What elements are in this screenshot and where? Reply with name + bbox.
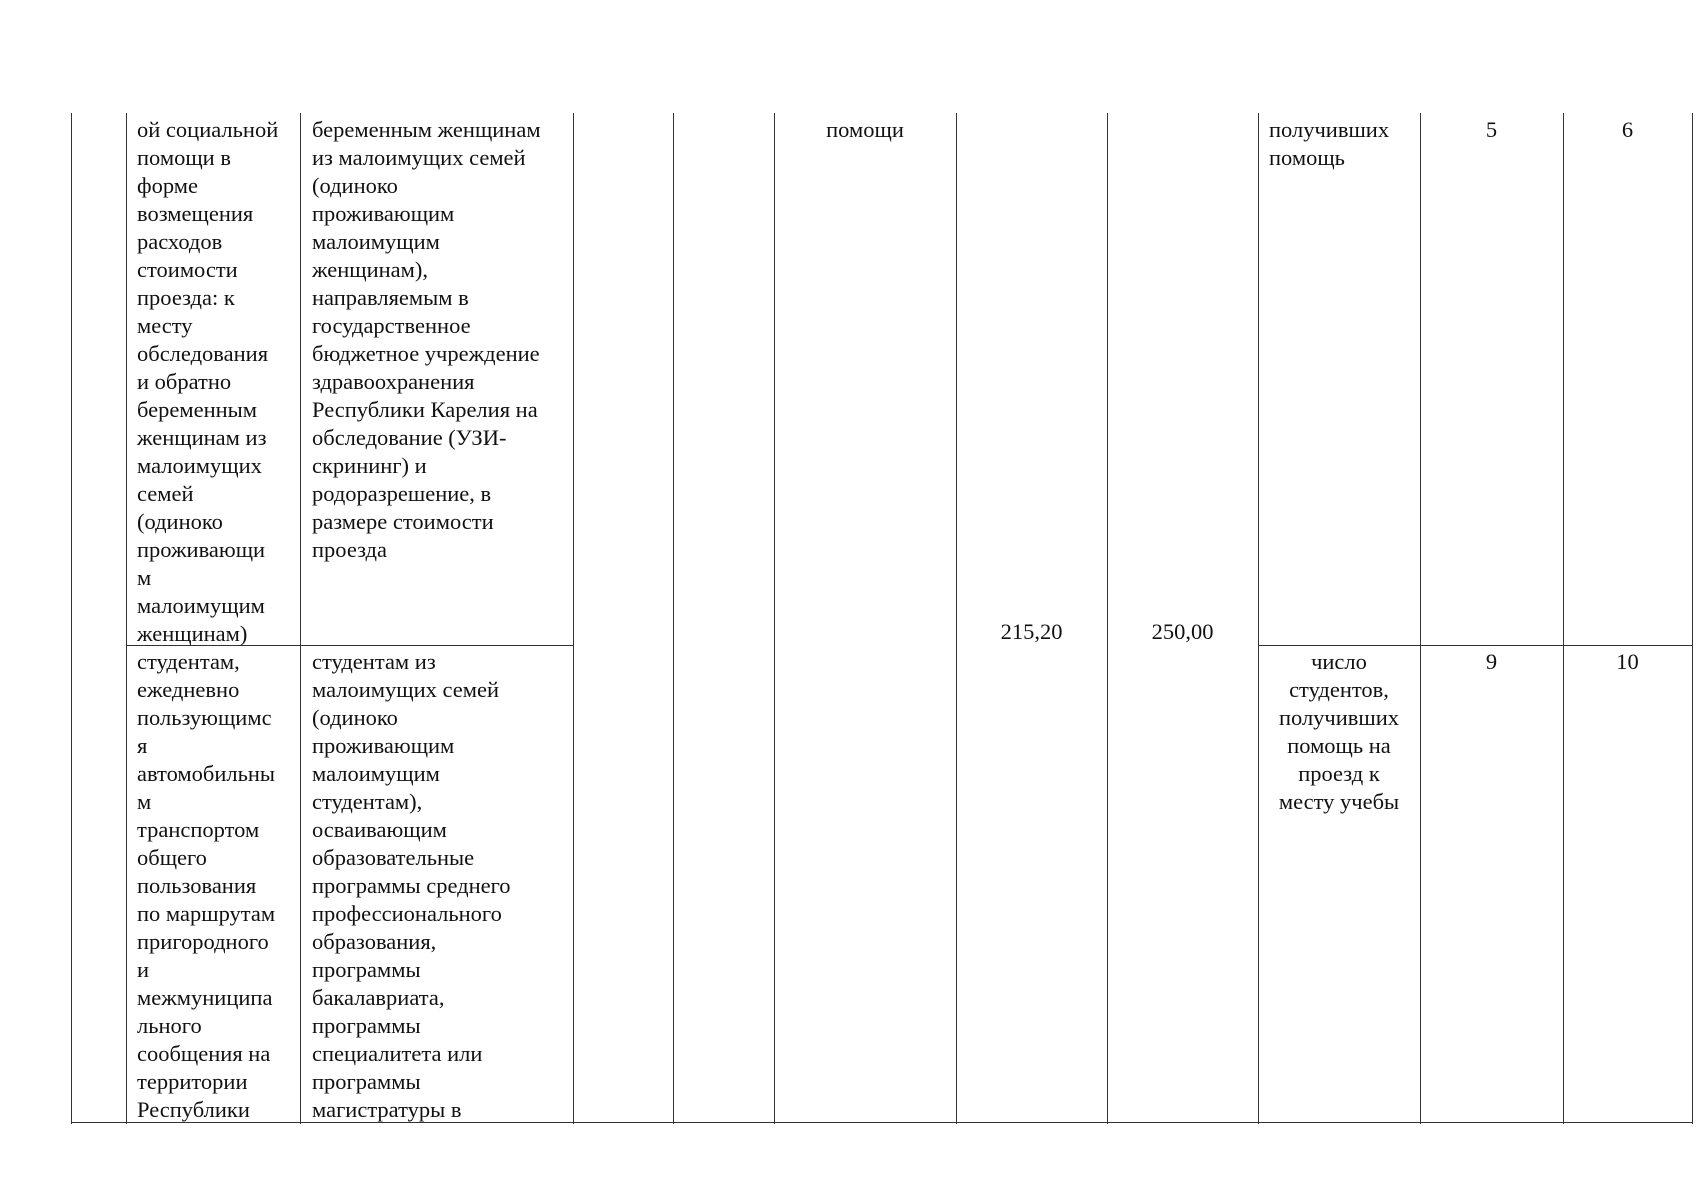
column-divider bbox=[300, 113, 301, 1124]
column-divider bbox=[774, 113, 775, 1124]
row2-recipient-category-cell: студентам из малоимущих семей (одиноко проживающим малоимущим студентам), осваивающим образовательные программы среднего профессионального образования, программы бакалавриата, программы специалитета или программы магистратуры в bbox=[312, 649, 511, 1122]
column-divider bbox=[573, 113, 574, 1124]
row1-recipient-category-cell: беременным женщинам из малоимущих семей (одиноко проживающим малоимущим женщинам), направляемым в государственное бюджетное учреждение здравоохранения Республики Карелия на обследование (УЗИ- скрининг) и родоразрешение, в размере стоимости проезда bbox=[312, 117, 541, 562]
amount-cell: 250,00 bbox=[1151, 619, 1214, 644]
table-border-right bbox=[1692, 113, 1693, 1124]
row2-indicator-cell: число студентов, получивших помощь на проезд к месту учебы bbox=[1278, 649, 1400, 814]
row1-value-cell: 6 bbox=[1621, 117, 1634, 142]
row1-value-cell: 5 bbox=[1485, 117, 1498, 142]
row1-indicator-cell: получивших помощь bbox=[1269, 117, 1390, 170]
column-divider bbox=[673, 113, 674, 1124]
row1-measure-name-cell: ой социальной помощи в форме возмещения расходов стоимости проезда: к месту обследования и обратно беременным женщинам из малоимущих семей (одиноко проживающи м малоимущим женщинам) bbox=[137, 117, 279, 646]
column-divider bbox=[126, 113, 127, 1124]
column-divider bbox=[1420, 113, 1421, 1124]
row2-measure-name-cell: студентам, ежедневно пользующимс я автомобильны м транспортом общего пользования по маршрутам пригородного и межмуниципа льного сообщения на территории Республики bbox=[137, 649, 276, 1122]
row1-unit-cell: помощи bbox=[826, 117, 904, 142]
row2-value-cell: 10 bbox=[1616, 649, 1639, 674]
row2-value-cell: 9 bbox=[1485, 649, 1498, 674]
column-divider bbox=[1563, 113, 1564, 1124]
table-border-left bbox=[71, 113, 72, 1124]
row-divider bbox=[1258, 645, 1693, 646]
amount-cell: 215,20 bbox=[1000, 619, 1063, 644]
column-divider bbox=[1258, 113, 1259, 1124]
